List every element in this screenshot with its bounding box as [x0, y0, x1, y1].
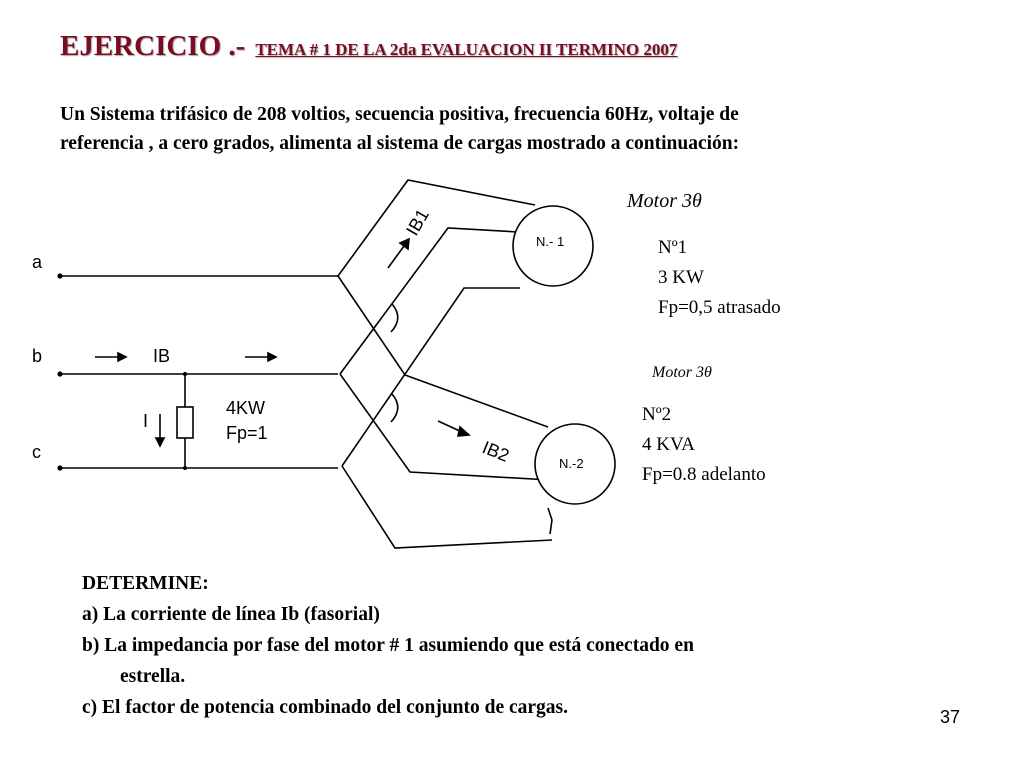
arrow-ib-1-head	[118, 353, 126, 361]
terminal-c	[57, 465, 62, 470]
current-ib-label: IB	[153, 346, 171, 366]
current-ib2-label: IB2	[479, 437, 513, 466]
motor1-feed-b	[340, 228, 518, 374]
terminal-dots	[57, 273, 187, 470]
motor1-feed-a	[338, 180, 535, 276]
arrow-ib2-shaft	[438, 421, 462, 432]
line-b-label: b	[32, 346, 43, 366]
motor1-heading: Motor 3θ	[627, 190, 702, 212]
junction-c	[183, 466, 187, 470]
question-b-continuation: estrella.	[120, 666, 186, 687]
line-c-label: c	[32, 442, 41, 462]
title-main: EJERCICIO .-	[60, 30, 246, 62]
arrow-ib1-shaft	[388, 246, 404, 268]
arrow-ib-2-head	[268, 353, 276, 361]
question-b: b) La impedancia por fase del motor # 1 asumiendo que está conectado en	[82, 635, 694, 656]
determine-heading: DETERMINE:	[82, 573, 209, 594]
terminal-b	[57, 371, 62, 376]
motor2-heading: Motor 3θ	[652, 364, 712, 381]
intro-line-2: referencia , a cero grados, alimenta al sistema de cargas mostrado a continuación:	[60, 133, 740, 154]
crossover-hump-2	[391, 394, 398, 422]
current-arrows	[95, 239, 469, 446]
question-c: c) El factor de potencia combinado del conjunto de cargas.	[82, 697, 569, 718]
motor1-details	[658, 233, 781, 323]
motor1-power: 3 KW	[658, 267, 704, 288]
resistive-load-power: 4KW	[226, 398, 266, 418]
motor2-pf: Fp=0.8 adelanto	[642, 464, 766, 485]
determine-list	[82, 568, 962, 723]
motor2-feed-a	[338, 276, 548, 427]
question-a: a) La corriente de línea Ib (fasorial)	[82, 604, 380, 625]
line-a-label: a	[32, 252, 43, 272]
resistive-load-pf: Fp=1	[226, 423, 268, 443]
terminal-a	[57, 273, 62, 278]
arrow-ib1-head	[400, 239, 409, 249]
arrow-i-head	[156, 438, 164, 446]
current-ib1-label: IB1	[402, 205, 433, 239]
motor1-number: Nº1	[658, 237, 688, 258]
slide-number: 37	[940, 707, 961, 727]
motor2-power: 4 KVA	[642, 434, 695, 455]
motor1-symbol-label: N.- 1	[536, 234, 565, 249]
intro-line-1: Un Sistema trifásico de 208 voltios, secuencia positiva, frecuencia 60Hz, voltaje de	[60, 104, 739, 125]
motor2-tick	[548, 508, 552, 534]
current-i-label: I	[143, 411, 149, 431]
crossover-hump-1	[391, 304, 398, 332]
resistor-symbol	[177, 407, 193, 438]
junction-b	[183, 372, 187, 376]
motor2-details	[642, 400, 766, 490]
wires	[60, 180, 552, 548]
title-subtitle: TEMA # 1 DE LA 2da EVALUACION II TERMINO 2007	[255, 40, 678, 59]
arrow-ib2-head	[458, 427, 469, 436]
motor1-pf: Fp=0,5 atrasado	[658, 297, 781, 318]
motor2-number: Nº2	[642, 404, 672, 425]
motor2-symbol-label: N.-2	[559, 456, 584, 471]
